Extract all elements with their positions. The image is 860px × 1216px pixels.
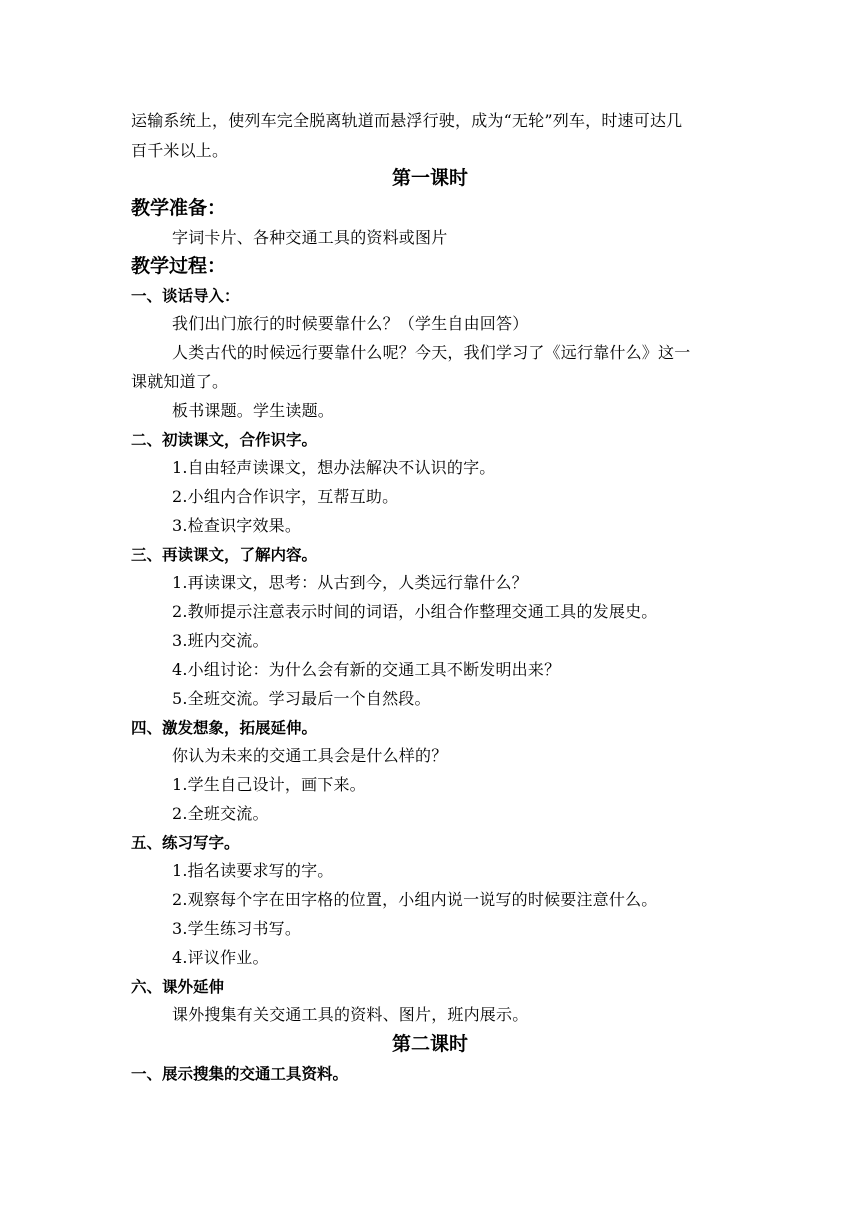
section-6-line-1: 课外搜集有关交通工具的资料、图片，班内展示。 xyxy=(172,1005,529,1024)
section-1-line-2: 人类古代的时候远行要靠什么呢？今天，我们学习了《远行靠什么》这一 xyxy=(172,343,691,362)
teaching-process-heading: 教学过程： xyxy=(131,255,227,277)
intro-line-1: 运输系统上，使列车完全脱离轨道而悬浮行驶，成为“无轮”列车，时速可达几 xyxy=(131,111,683,130)
section-heading-6: 六、课外延伸 xyxy=(131,978,225,996)
teaching-prep-text: 字词卡片、各种交通工具的资料或图片 xyxy=(172,228,448,247)
section-3-line-3: 3.班内交流。 xyxy=(172,631,269,650)
section-3-line-2: 2.教师提示注意表示时间的词语，小组合作整理交通工具的发展史。 xyxy=(172,602,658,621)
section-heading-2: 二、初读课文，合作识字。 xyxy=(131,431,318,449)
lesson-2-section-heading-1: 一、展示搜集的交通工具资料。 xyxy=(131,1065,349,1083)
section-4-line-3: 2.全班交流。 xyxy=(172,804,269,823)
intro-line-2: 百千米以上。 xyxy=(131,141,229,160)
section-2-line-2: 2.小组内合作识字，互帮互助。 xyxy=(172,487,399,506)
section-2-line-3: 3.检查识字效果。 xyxy=(172,516,302,535)
section-heading-5: 五、练习写字。 xyxy=(131,834,240,852)
section-2-line-1: 1.自由轻声读课文，想办法解决不认识的字。 xyxy=(172,458,496,477)
section-1-line-1: 我们出门旅行的时候要靠什么？（学生自由回答） xyxy=(172,314,529,333)
section-heading-1: 一、谈话导入： xyxy=(131,287,240,305)
lesson-1-title: 第一课时 xyxy=(391,167,468,189)
section-5-line-1: 1.指名读要求写的字。 xyxy=(172,861,334,880)
section-heading-3: 三、再读课文，了解内容。 xyxy=(131,546,318,564)
section-heading-4: 四、激发想象，拓展延伸。 xyxy=(131,719,318,737)
section-3-line-5: 5.全班交流。学习最后一个自然段。 xyxy=(172,689,431,708)
section-3-line-4: 4.小组讨论：为什么会有新的交通工具不断发明出来？ xyxy=(172,660,561,679)
section-1-line-3: 课就知道了。 xyxy=(131,372,229,391)
section-5-line-2: 2.观察每个字在田字格的位置，小组内说一说写的时候要注意什么。 xyxy=(172,890,658,909)
section-4-line-1: 你认为未来的交通工具会是什么样的？ xyxy=(172,746,448,765)
lesson-2-title: 第二课时 xyxy=(391,1033,468,1055)
section-3-line-1: 1.再读课文，思考：从古到今，人类远行靠什么？ xyxy=(172,573,528,592)
section-5-line-3: 3.学生练习书写。 xyxy=(172,919,302,938)
section-4-line-2: 1.学生自己设计，画下来。 xyxy=(172,775,366,794)
section-5-line-4: 4.评议作业。 xyxy=(172,948,269,967)
section-1-line-4: 板书课题。学生读题。 xyxy=(172,401,335,420)
teaching-prep-heading: 教学准备： xyxy=(131,197,227,219)
